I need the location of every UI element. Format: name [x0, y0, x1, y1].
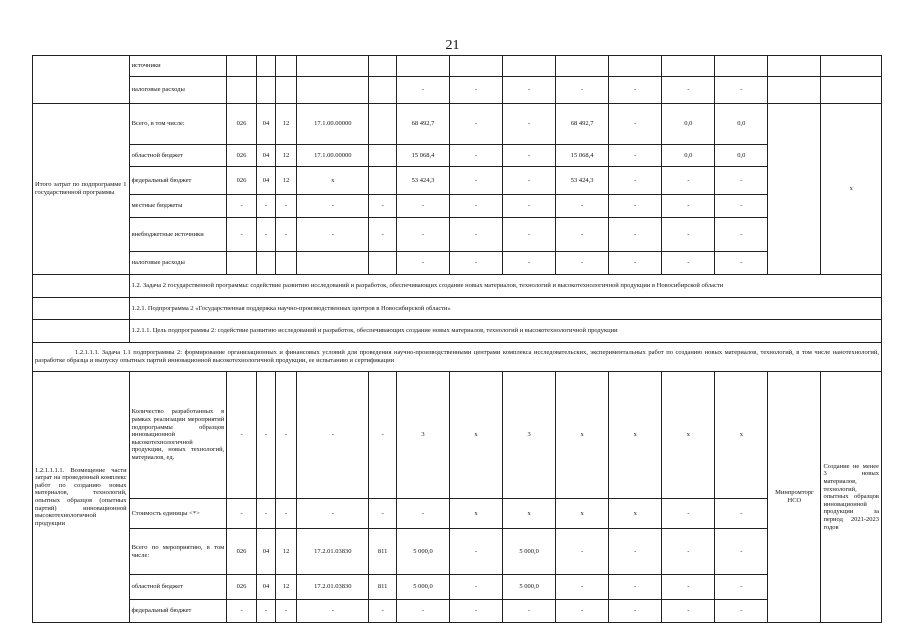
value-cell: - — [369, 600, 397, 623]
value-cell: 0,0 — [715, 104, 768, 145]
table-row — [33, 575, 882, 600]
value-cell: х — [715, 372, 768, 499]
value-cell — [450, 56, 503, 77]
value-cell: - — [369, 195, 397, 218]
value-cell: х — [450, 372, 503, 499]
value-cell: 12 — [275, 529, 296, 575]
value-cell: 026 — [227, 167, 257, 195]
value-cell: - — [556, 529, 609, 575]
value-cell: 68 492,7 — [396, 104, 449, 145]
value-cell: 17.2.01.03830 — [297, 575, 369, 600]
subprogram-heading: 1.2.1. Подпрограмма 2 «Государственная поддержка научно-производственных центров в Новосибирской области» — [129, 298, 881, 320]
value-cell: х — [556, 499, 609, 529]
value-cell: - — [450, 145, 503, 167]
value-cell — [662, 56, 715, 77]
value-cell — [256, 56, 275, 77]
value-cell: х — [609, 372, 662, 499]
value-cell: - — [609, 145, 662, 167]
value-cell: - — [256, 600, 275, 623]
value-cell: - — [227, 499, 257, 529]
value-cell: - — [609, 575, 662, 600]
value-cell: 04 — [256, 167, 275, 195]
value-cell: - — [609, 167, 662, 195]
table-row — [33, 167, 882, 195]
value-cell: - — [450, 529, 503, 575]
row-label: налоговые расходы — [129, 77, 227, 104]
value-cell: - — [503, 167, 556, 195]
value-cell: - — [715, 167, 768, 195]
value-cell: 17.2.01.03830 — [297, 529, 369, 575]
value-cell: - — [297, 372, 369, 499]
value-cell: - — [450, 218, 503, 252]
value-cell: - — [275, 195, 296, 218]
blank-cell — [768, 77, 821, 104]
goal-heading: 1.2.1.1. Цель подпрограммы 2: содействие развитию исследований и разработок, обеспечивающих создание новых материалов, технологий и высокотехнологичной продукции — [129, 320, 881, 343]
value-cell: - — [609, 104, 662, 145]
value-cell — [396, 56, 449, 77]
value-cell: - — [297, 499, 369, 529]
table-row — [33, 529, 882, 575]
value-cell: - — [556, 218, 609, 252]
value-cell: 17.1.00.00000 — [297, 145, 369, 167]
table-row — [33, 145, 882, 167]
value-cell: - — [715, 499, 768, 529]
blank-cell — [33, 320, 130, 343]
value-cell — [227, 56, 257, 77]
value-cell: - — [227, 195, 257, 218]
value-cell — [275, 252, 296, 275]
value-cell: 026 — [227, 575, 257, 600]
value-cell: - — [256, 372, 275, 499]
subtask-heading: 1.2.1.1.1. Задача 1.1 подпрограммы 2: формирование организационных и финансовых условий для проведения научно-производственными центрами комплекса исследовательских, экспериментальных работ по созданию новых материалов, технологий, в том числе нанотехнологий, разработке образца и выпуску опытных партий инновационной высокотехнологичной продукции, ее испытанию и сертификации — [33, 343, 882, 372]
value-cell: х — [662, 372, 715, 499]
row-label: внебюджетные источники — [129, 218, 227, 252]
value-cell: 15 068,4 — [556, 145, 609, 167]
table-row — [33, 104, 882, 145]
value-cell — [297, 252, 369, 275]
value-cell — [297, 56, 369, 77]
value-cell: - — [275, 372, 296, 499]
value-cell: - — [396, 499, 449, 529]
row-label: Стоимость единицы <*> — [129, 499, 227, 529]
value-cell: - — [715, 600, 768, 623]
value-cell: 811 — [369, 575, 397, 600]
value-cell: - — [369, 499, 397, 529]
row-label: Всего, в том числе: — [129, 104, 227, 145]
value-cell: 04 — [256, 104, 275, 145]
value-cell: - — [396, 77, 449, 104]
value-cell: 026 — [227, 104, 257, 145]
value-cell: - — [503, 145, 556, 167]
blank-cell — [33, 298, 130, 320]
value-cell: - — [256, 218, 275, 252]
itogo-note: х — [821, 104, 882, 275]
value-cell: - — [297, 600, 369, 623]
value-cell: - — [715, 529, 768, 575]
value-cell — [256, 77, 275, 104]
table-row — [33, 218, 882, 252]
blank-cell — [821, 56, 882, 77]
table-row — [33, 275, 882, 298]
value-cell: - — [609, 529, 662, 575]
value-cell: - — [275, 600, 296, 623]
value-cell: - — [662, 575, 715, 600]
value-cell: - — [662, 77, 715, 104]
value-cell: - — [503, 252, 556, 275]
value-cell: 53 424,3 — [396, 167, 449, 195]
value-cell: - — [662, 499, 715, 529]
table-row — [33, 372, 882, 499]
table-row — [33, 252, 882, 275]
row-label: областной бюджет — [129, 575, 227, 600]
value-cell: 0,0 — [662, 104, 715, 145]
program-table — [32, 55, 882, 623]
value-cell: - — [556, 195, 609, 218]
value-cell — [503, 56, 556, 77]
value-cell — [369, 104, 397, 145]
value-cell: - — [609, 77, 662, 104]
value-cell — [715, 56, 768, 77]
row-label: Всего по мероприятию, в том числе: — [129, 529, 227, 575]
value-cell: 811 — [369, 529, 397, 575]
value-cell: - — [227, 218, 257, 252]
table-row — [33, 56, 882, 77]
table-row — [33, 343, 882, 372]
value-cell: - — [662, 600, 715, 623]
table-row — [33, 320, 882, 343]
row-label: источники — [129, 56, 227, 77]
value-cell: 3 — [503, 372, 556, 499]
value-cell: - — [503, 600, 556, 623]
value-cell: - — [715, 575, 768, 600]
executor-cell: Минпромторг НСО — [768, 372, 821, 623]
value-cell: 0,0 — [662, 145, 715, 167]
value-cell: - — [450, 77, 503, 104]
value-cell: - — [369, 372, 397, 499]
value-cell — [256, 252, 275, 275]
value-cell: 5 000,0 — [396, 575, 449, 600]
value-cell — [227, 252, 257, 275]
value-cell: - — [609, 252, 662, 275]
blank-cell — [768, 104, 821, 275]
value-cell: - — [715, 252, 768, 275]
table-row — [33, 298, 882, 320]
task-heading: 1.2. Задача 2 государственной программы: содействие развитию исследований и разработок, обеспечивающих создание новых материалов, технологий и высокотехнологичной продукции в Новосибирской области — [129, 275, 881, 298]
value-cell — [275, 56, 296, 77]
value-cell: - — [396, 218, 449, 252]
value-cell: - — [503, 104, 556, 145]
measure-title: 1.2.1.1.1.1. Возмещение части затрат на проведенный комплекс работ по созданию новых материалов, технологий, опытных образцов (опытных партий) инновационной высокотехнологичной продукции — [33, 372, 130, 623]
value-cell: 68 492,7 — [556, 104, 609, 145]
table-row — [33, 600, 882, 623]
value-cell: - — [715, 218, 768, 252]
value-cell: - — [396, 195, 449, 218]
value-cell — [369, 77, 397, 104]
blank-cell — [768, 56, 821, 77]
value-cell: 12 — [275, 145, 296, 167]
value-cell: - — [256, 499, 275, 529]
row-label: федеральный бюджет — [129, 600, 227, 623]
value-cell: 5 000,0 — [396, 529, 449, 575]
value-cell: х — [450, 499, 503, 529]
value-cell: 026 — [227, 529, 257, 575]
table-row — [33, 77, 882, 104]
value-cell: - — [450, 195, 503, 218]
value-cell: - — [556, 600, 609, 623]
value-cell — [369, 56, 397, 77]
itogo-title: Итого затрат по подпрограмме 1 государственной программы — [33, 104, 130, 275]
value-cell: - — [662, 252, 715, 275]
value-cell: 12 — [275, 575, 296, 600]
blank-cell — [33, 56, 130, 104]
value-cell: - — [662, 529, 715, 575]
value-cell: - — [450, 167, 503, 195]
value-cell: 026 — [227, 145, 257, 167]
value-cell: - — [662, 218, 715, 252]
table-row — [33, 499, 882, 529]
table-row — [33, 195, 882, 218]
row-label: местные бюджеты — [129, 195, 227, 218]
value-cell: - — [275, 499, 296, 529]
value-cell: - — [503, 77, 556, 104]
value-cell — [609, 56, 662, 77]
value-cell: х — [297, 167, 369, 195]
row-label: Количество разработанных в рамках реализации мероприятий подпрограммы образцов инновационной высокотехнологичной продукции, новых технологий, материалов, ед. — [129, 372, 227, 499]
blank-cell — [33, 275, 130, 298]
value-cell: - — [450, 104, 503, 145]
value-cell: 17.1.00.00000 — [297, 104, 369, 145]
row-label: областной бюджет — [129, 145, 227, 167]
value-cell: - — [503, 218, 556, 252]
value-cell — [227, 77, 257, 104]
value-cell: х — [609, 499, 662, 529]
value-cell: - — [662, 195, 715, 218]
value-cell: 53 424,3 — [556, 167, 609, 195]
value-cell: 04 — [256, 575, 275, 600]
value-cell: 12 — [275, 104, 296, 145]
value-cell: - — [609, 600, 662, 623]
value-cell: - — [275, 218, 296, 252]
value-cell: 15 068,4 — [396, 145, 449, 167]
value-cell: - — [450, 575, 503, 600]
value-cell: - — [662, 167, 715, 195]
value-cell: 5 000,0 — [503, 575, 556, 600]
value-cell: 12 — [275, 167, 296, 195]
value-cell: - — [715, 77, 768, 104]
value-cell: - — [503, 195, 556, 218]
value-cell — [556, 56, 609, 77]
value-cell: - — [715, 195, 768, 218]
value-cell — [369, 145, 397, 167]
value-cell: - — [297, 218, 369, 252]
value-cell: 04 — [256, 529, 275, 575]
value-cell — [369, 252, 397, 275]
value-cell: - — [227, 372, 257, 499]
value-cell: - — [297, 195, 369, 218]
page-number: 21 — [445, 38, 460, 53]
value-cell: 04 — [256, 145, 275, 167]
row-label: налоговые расходы — [129, 252, 227, 275]
value-cell: х — [556, 372, 609, 499]
row-label: федеральный бюджет — [129, 167, 227, 195]
value-cell: 0,0 — [715, 145, 768, 167]
value-cell — [297, 77, 369, 104]
value-cell — [275, 77, 296, 104]
blank-cell — [821, 77, 882, 104]
value-cell: - — [609, 195, 662, 218]
value-cell: 3 — [396, 372, 449, 499]
value-cell: - — [396, 600, 449, 623]
value-cell: - — [450, 600, 503, 623]
value-cell: - — [556, 252, 609, 275]
value-cell: х — [503, 499, 556, 529]
value-cell: - — [396, 252, 449, 275]
value-cell: - — [556, 77, 609, 104]
result-cell: Создание не менее 3 новых материалов, технологий, опытных образцов инновационной продукции за период 2021-2023 годов — [821, 372, 882, 623]
value-cell — [369, 167, 397, 195]
value-cell: - — [227, 600, 257, 623]
value-cell: - — [556, 575, 609, 600]
value-cell: - — [609, 218, 662, 252]
value-cell: - — [256, 195, 275, 218]
value-cell: 5 000,0 — [503, 529, 556, 575]
value-cell: - — [369, 218, 397, 252]
value-cell: - — [450, 252, 503, 275]
